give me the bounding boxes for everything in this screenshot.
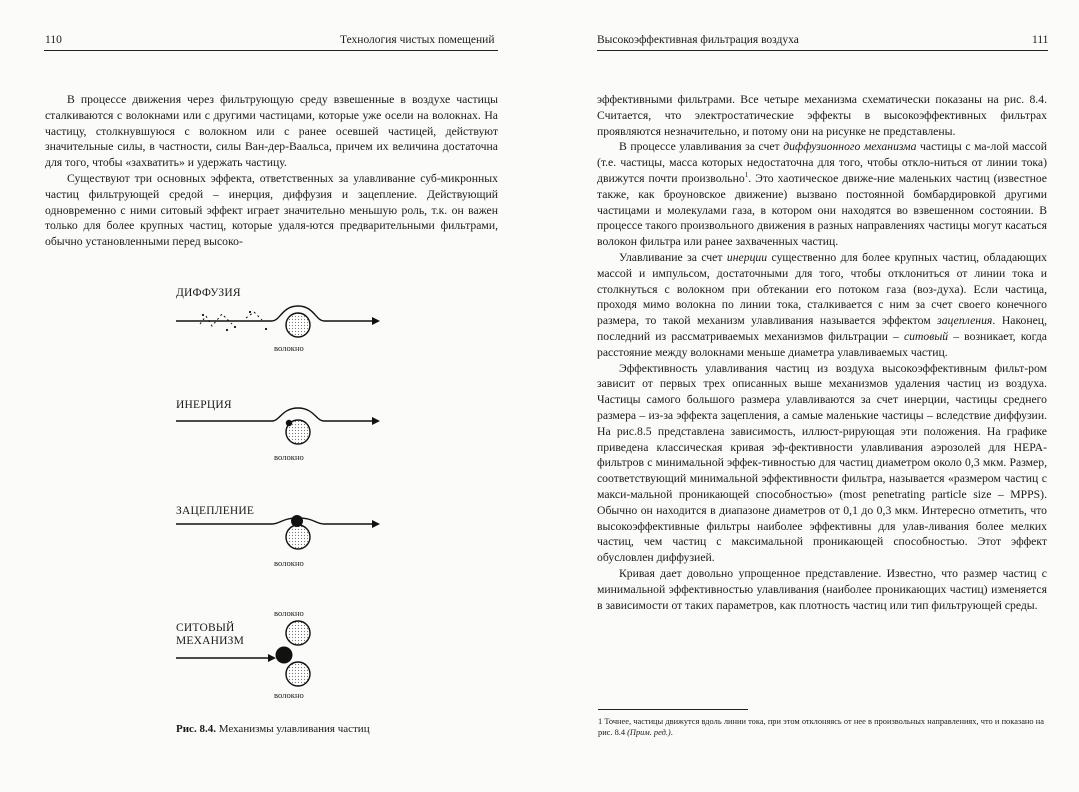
sieve-scheme xyxy=(176,621,310,686)
right-page-number: 111 xyxy=(1032,34,1049,46)
figure-caption-text: Механизмы улавливания частиц xyxy=(215,723,370,735)
fiber-diffusion xyxy=(286,313,310,337)
fiber-label-sieve-bottom: волокно xyxy=(274,690,304,700)
fiber-label-interception: волокно xyxy=(274,558,304,568)
right-running-header: Высокоэффективная фильтрация воздуха xyxy=(597,34,799,46)
right-header-rule xyxy=(597,50,1048,51)
left-page-number: 110 xyxy=(45,34,62,46)
figure-caption xyxy=(176,723,370,735)
right-paragraph-4: Эффективность улавливания частиц из воздуха высокоэффективным фильт-ром зависит от первых трех описанных выше механизмов удаления частиц из воздуха. Частицы самого большого размера улавливаются за счет инерции, частицы среднего размера – из-за эффекта зацепления, а самые маленькие частицы – вследствие диффузии. На рис.8.5 представлена зависимость, иллюст-рирующая эти положения. На графике приведена классическая кривая эф-фективности улавливания аэрозолей для HEPA-фильтров с минимальной эффек-тивностью для частиц диаметром около 0,3 мкм. Размер, соответствующий минимальной эффективности фильтра, называется «размером частиц с макси-мальной проникающей способностью» (most penetrating particle size – MPPS). Обычно он находится в диапазоне диаметров от 0,1 до 0,3 мкм. Интересно отметить, что высокоэффективные фильтры наиболее эффективны для улав-ливания более мелких частиц, чем частиц с максимальной проникающей способностью. Этот эффект обусловлен диффузией. xyxy=(597,361,1047,565)
fiber-sieve-bottom xyxy=(286,662,310,686)
inertia-scheme xyxy=(176,408,380,444)
label-sieve-line1: СИТОВЫЙ xyxy=(176,622,235,634)
interception-scheme xyxy=(176,515,380,549)
particle-interception xyxy=(291,515,303,527)
left-running-header: Технология чистых помещений xyxy=(340,34,495,46)
particle-inertia xyxy=(286,420,292,426)
left-paragraph-1: В процессе движения через фильтрующую среду взвешенные в воздухе частицы сталкиваются с волокнами или с другими частицами, которые уже осели на волокнах. На частицу, столкнувшуюся с волокном или с ранее осевшей частицей, действуют значительные силы, в частности, силы Ван-дер-Ваальса, причем их величина достаточна для того, чтобы «захватить» и удержать частицу. xyxy=(45,93,498,170)
label-inertia: ИНЕРЦИЯ xyxy=(176,399,232,411)
fiber-sieve-top xyxy=(286,621,310,645)
footnote-rule xyxy=(598,709,748,710)
right-paragraph-1: эффективными фильтрами. Все четыре механизма схематически показаны на рис. 8.4. Считается, что электростатические эффекты в высокоэффективных фильтрах проявляются незначительно, и потому они на рисунке не представлены. xyxy=(597,93,1047,138)
footnote-marker: 1 xyxy=(744,171,749,180)
fiber-label-sieve-top: волокно xyxy=(274,608,304,618)
label-diffusion: ДИФФУЗИЯ xyxy=(176,287,241,299)
fiber-label-inertia: волокно xyxy=(274,452,304,462)
left-paragraph-2: Существуют три основных эффекта, ответственных за улавливание суб-микронных частиц фильтрующей средой – инерция, диффузия и зацепление. Действующий одновременно с ними ситовый эффект играет значительно меньшую роль, т.к. он важен только для более крупных частиц, которые удаля-ются предварительными фильтрами, обычно установленными перед высоко- xyxy=(45,171,498,249)
fiber-interception xyxy=(286,525,310,549)
right-paragraph-5: Кривая дает довольно упрощенное представление. Известно, что размер частиц с минимальной эффективностью улавливания (наиболее проникающих частиц) изменяется в зависимости от таких параметров, как плотность частиц или тип фильтрующей среды. xyxy=(597,566,1047,612)
diffusion-scheme xyxy=(176,306,380,337)
right-page xyxy=(540,0,1079,792)
figure-caption-number: Рис. 8.4. xyxy=(176,723,216,735)
right-paragraph-2: В процессе улавливания за счет диффузионного механизма частицы с ма-лой массой (т.е. частицы, масса которых недостаточна для того, чтобы откло-ниться от линии тока) движутся почти произвольно$^1$. Это хаотическое движе-ние маленьких частиц (известное также, как броуновское движение) вызвано постоянной бомбардировкой другими частицами и молекулами газа, в котором они находятся во взвешенном состоянии. В процессе такого произвольного движения в разных направлениях частицы могут касаться волокон фильтра или ранее захваченных частиц. xyxy=(597,140,1047,249)
fiber-label-diffusion: волокно xyxy=(274,343,304,353)
particle-sieve xyxy=(276,647,293,664)
label-interception: ЗАЦЕПЛЕНИЕ xyxy=(176,505,255,517)
right-body-text xyxy=(597,92,1047,613)
right-paragraph-3: Улавливание за счет инерции существенно для более крупных частиц, обладающих массой и импульсом, достаточными для того, чтобы отклониться от линии тока и столкнуться с волокном при обтекании его потоком газа (воз-духа). Если частица, проходя мимо волокна по линии тока, сталкивается с ним за счет своего конечного размера, то такой механизм улавливания называется эффектом зацепления. Наконец, последний из рассматриваемых механизмов фильтрации – ситовый – возникает, когда расстояние между волокнами меньше диаметра улавливаемых частиц. xyxy=(597,250,1047,359)
label-sieve-line2: МЕХАНИЗМ xyxy=(176,635,245,647)
footnote: 1 Точнее, частицы движутся вдоль линии тока, при этом отклоняясь от нее в произвольных направлениях, что и показано на рис. 8.4 (Прим. ред.). xyxy=(598,717,1044,737)
